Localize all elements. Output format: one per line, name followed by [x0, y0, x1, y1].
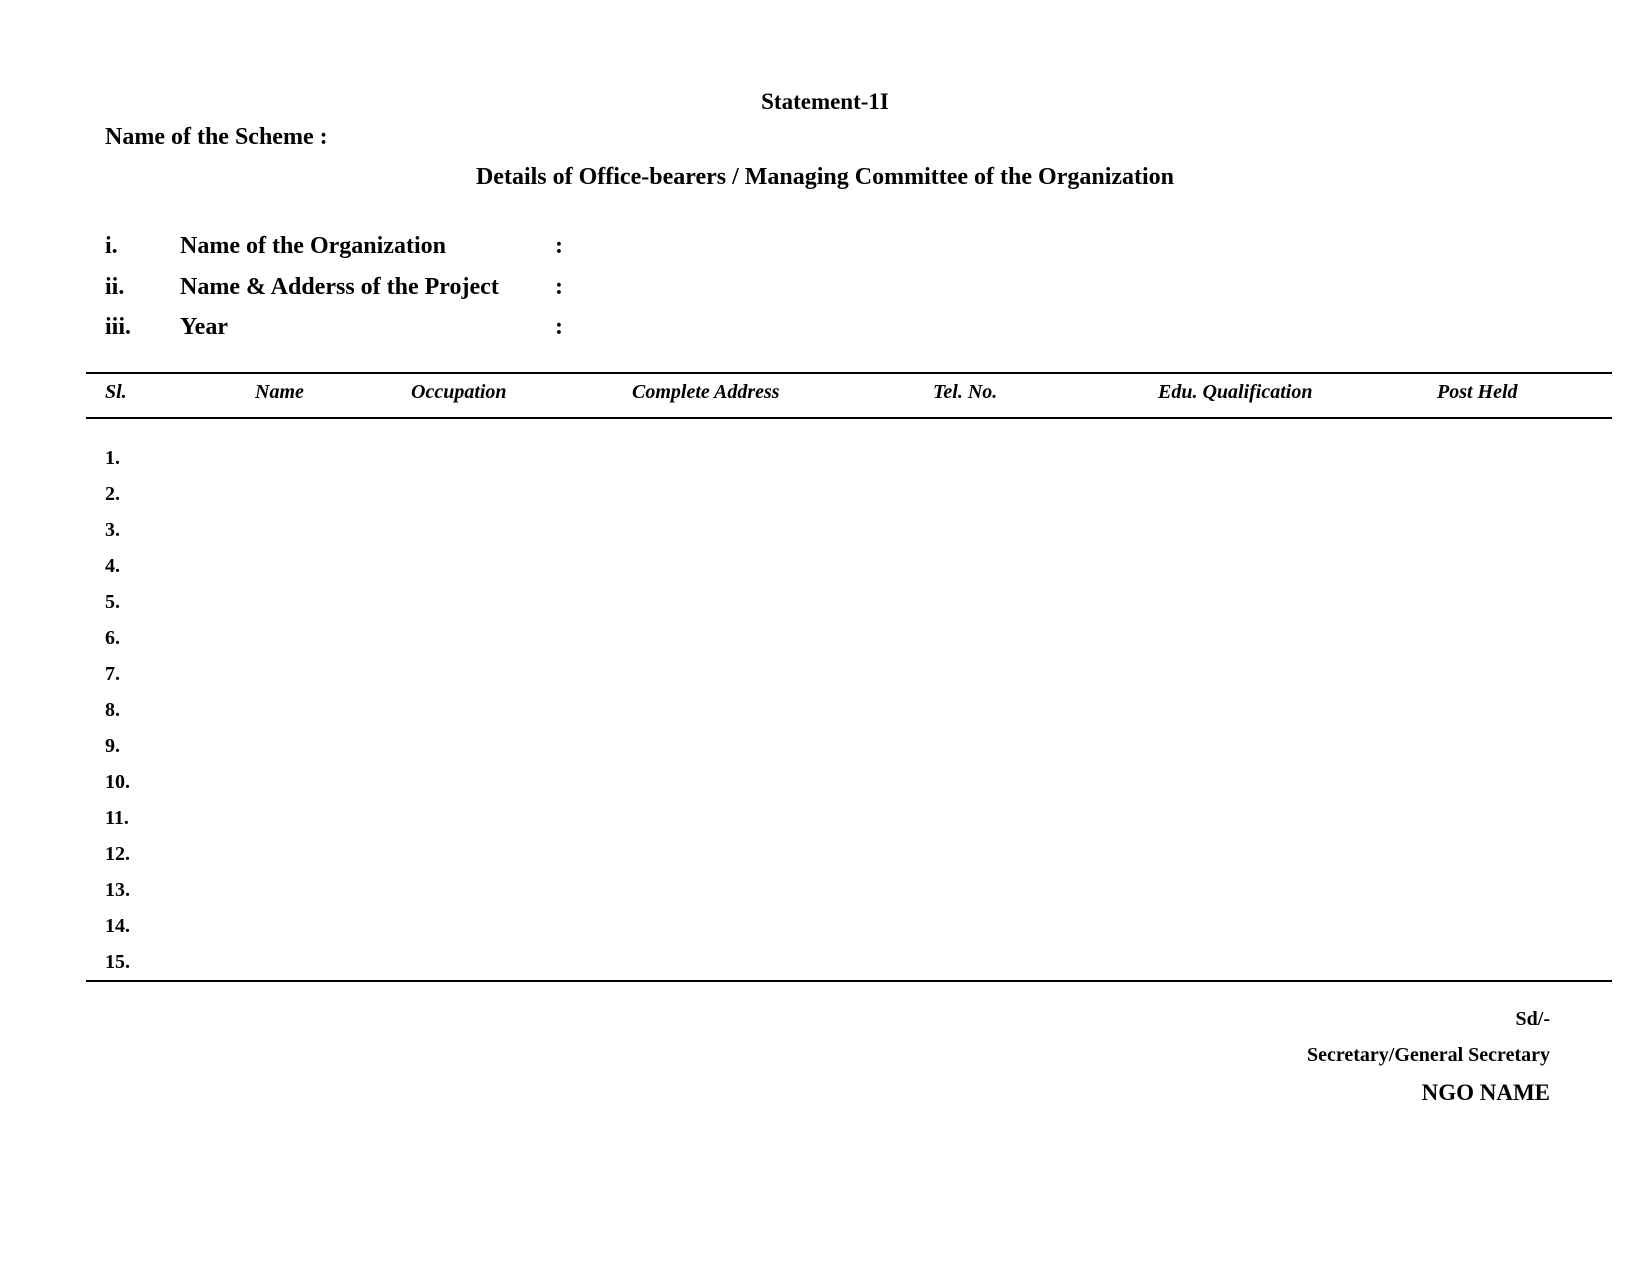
table-row: 9.: [105, 735, 120, 757]
table-row: 8.: [105, 699, 120, 721]
table-row: 11.: [105, 807, 129, 829]
info-label-project: Name & Adderss of the Project: [180, 274, 499, 300]
scheme-name-label: Name of the Scheme :: [105, 124, 328, 150]
table-top-rule: [86, 372, 1612, 374]
table-row: 14.: [105, 915, 130, 937]
signature-designation: Secretary/General Secretary: [1306, 1044, 1550, 1066]
column-header-post: Post Held: [1437, 381, 1518, 403]
info-label-year: Year: [180, 314, 228, 340]
table-row: 7.: [105, 663, 120, 685]
column-header-name: Name: [255, 381, 304, 403]
column-header-address: Complete Address: [632, 381, 780, 403]
table-row: 13.: [105, 879, 130, 901]
statement-title: Statement-1I: [761, 89, 889, 114]
column-header-qualification: Edu. Qualification: [1158, 381, 1313, 403]
column-header-occupation: Occupation: [411, 381, 507, 403]
table-row: 3.: [105, 519, 120, 541]
info-number: i.: [105, 233, 118, 259]
table-row: 1.: [105, 447, 120, 469]
table-row: 10.: [105, 771, 130, 793]
signature-org-name: NGO NAME: [1421, 1080, 1550, 1105]
info-label-organization: Name of the Organization: [180, 233, 446, 259]
info-colon: :: [555, 233, 563, 259]
table-row: 6.: [105, 627, 120, 649]
table-row: 15.: [105, 951, 130, 973]
table-header-rule: [86, 417, 1612, 419]
table-row: 12.: [105, 843, 130, 865]
page-subtitle: Details of Office-bearers / Managing Committee of the Organization: [475, 164, 1175, 190]
table-row: 2.: [105, 483, 120, 505]
signature-sd: Sd/-: [1515, 1008, 1550, 1030]
info-colon: :: [555, 274, 563, 300]
info-colon: :: [555, 314, 563, 340]
table-row: 5.: [105, 591, 120, 613]
table-bottom-rule: [86, 980, 1612, 982]
column-header-sl: Sl.: [105, 381, 127, 403]
info-number: iii.: [105, 314, 132, 340]
table-row: 4.: [105, 555, 120, 577]
column-header-tel: Tel. No.: [933, 381, 998, 403]
info-number: ii.: [105, 274, 125, 300]
